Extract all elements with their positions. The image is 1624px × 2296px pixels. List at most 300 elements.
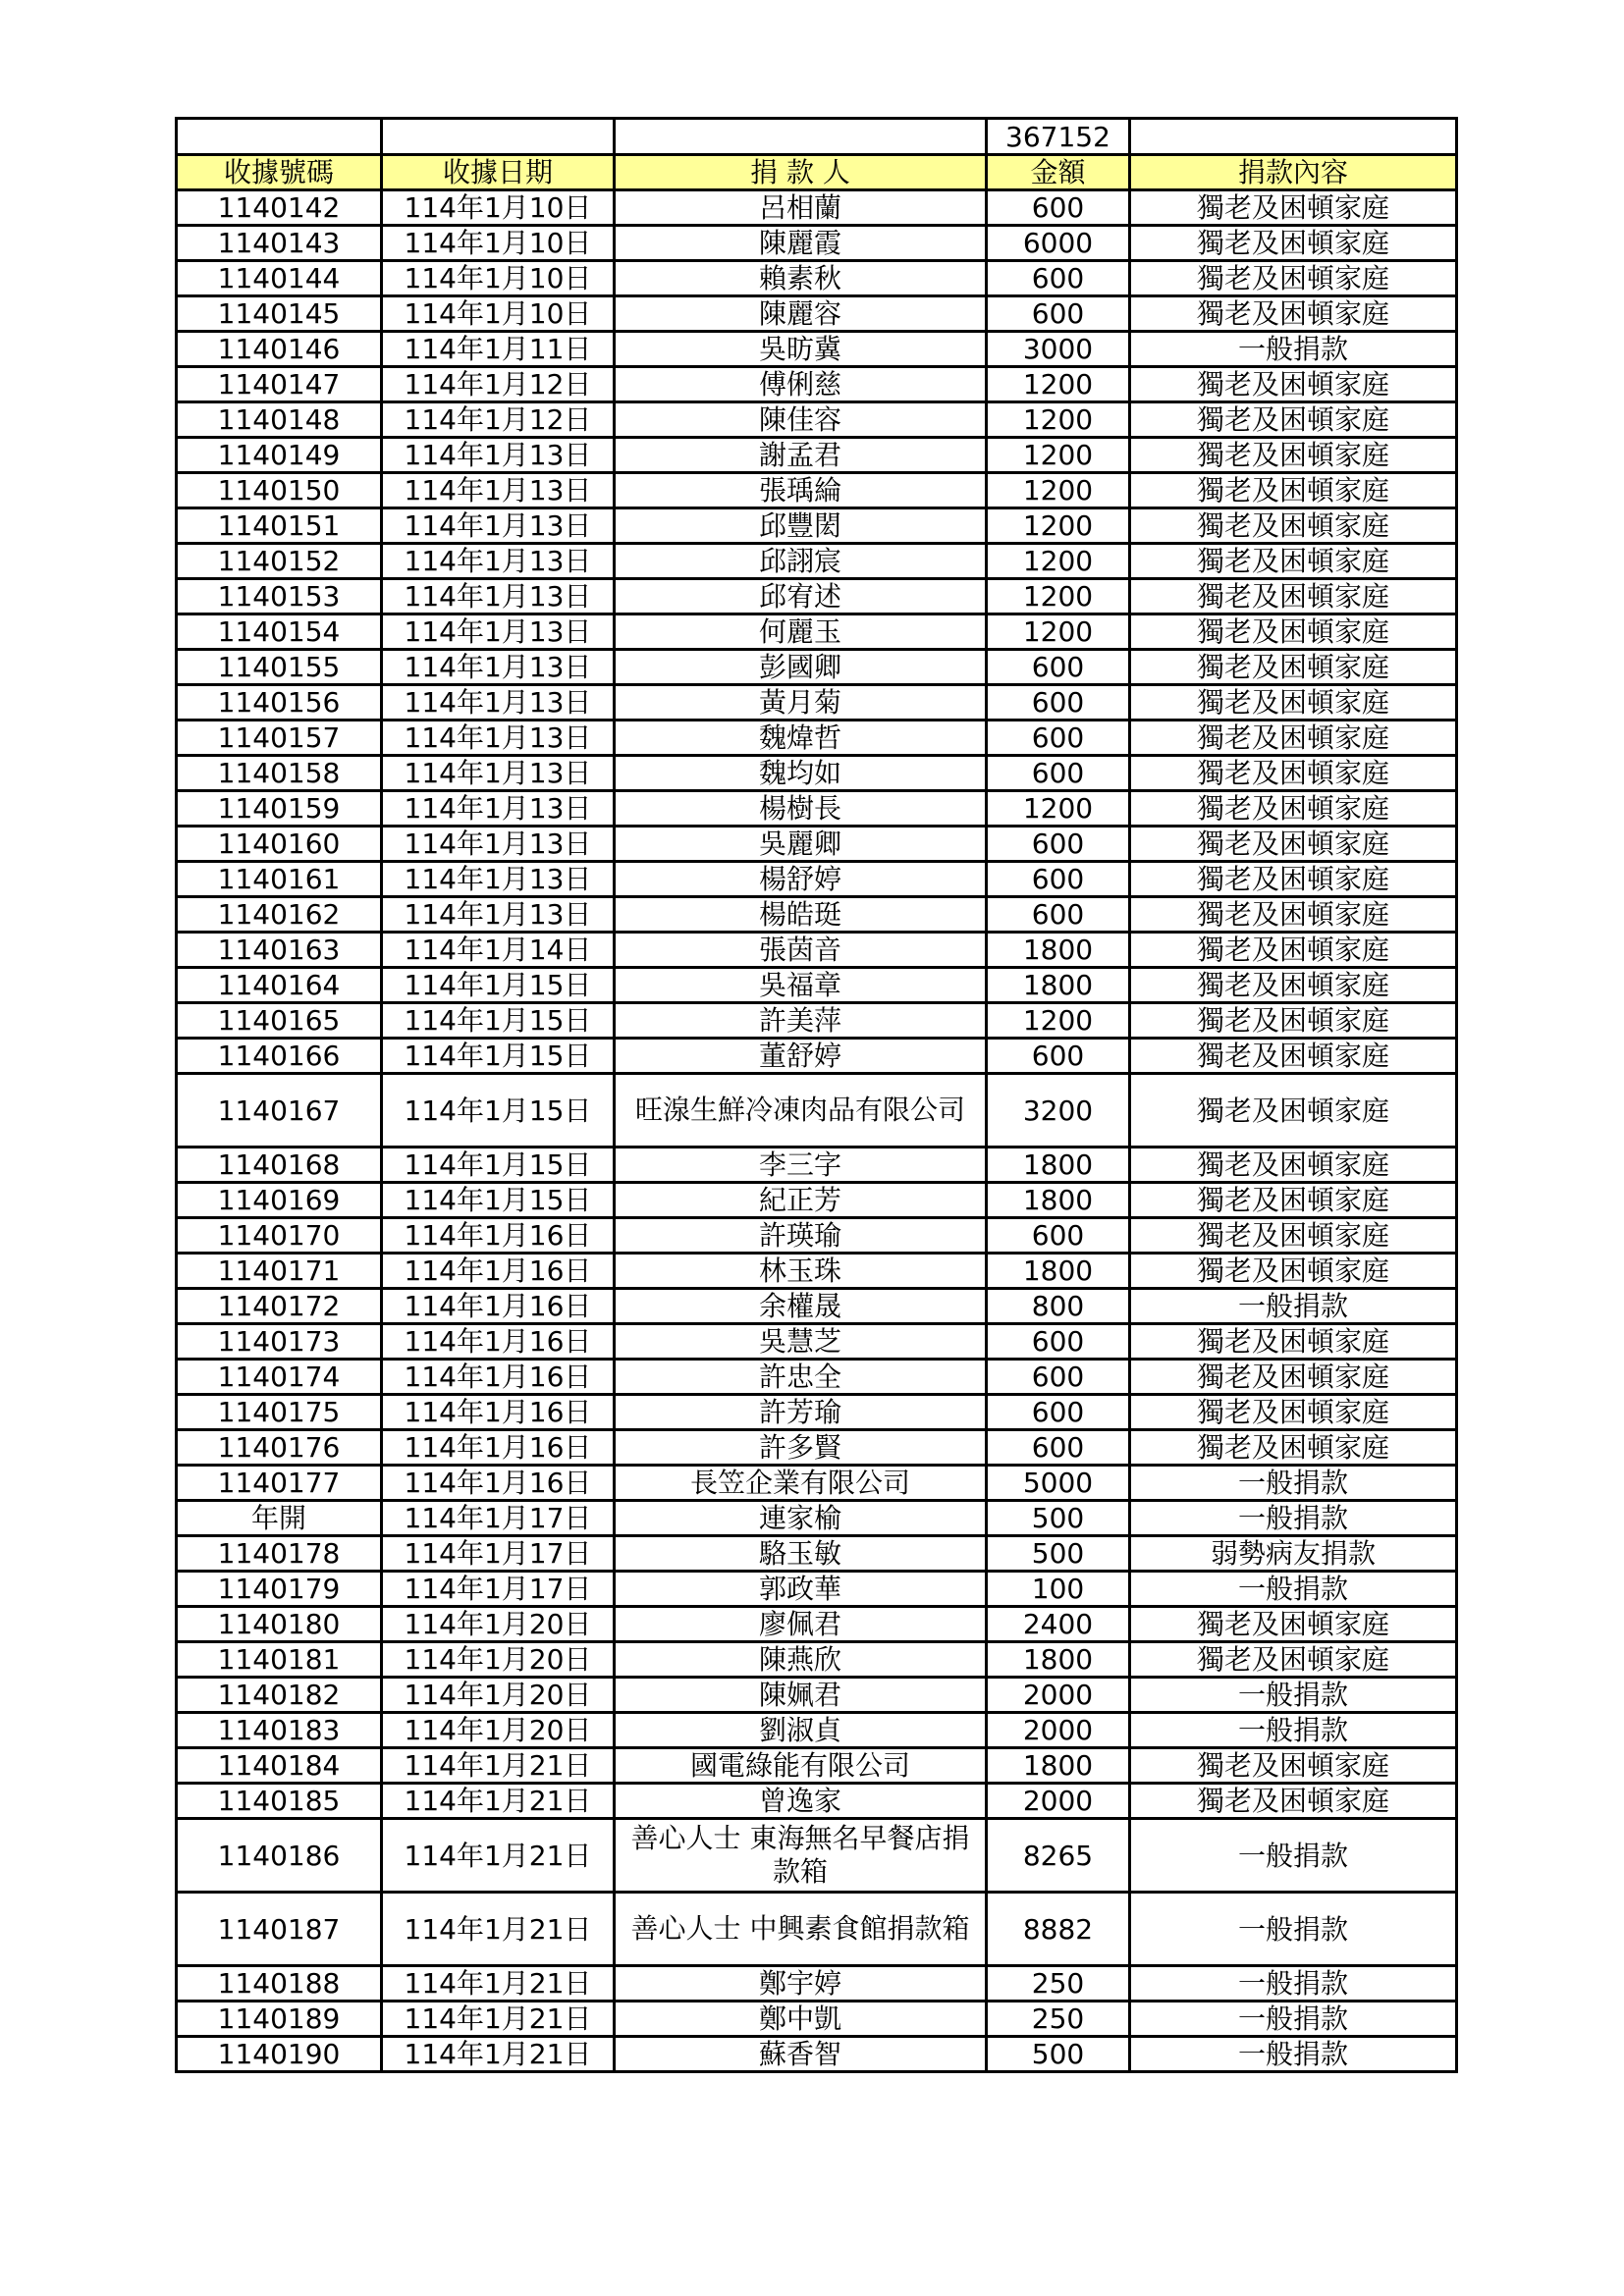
receipt-number-cell: 1140161 [177,862,382,897]
receipt-date-cell: 114年1月13日 [382,650,615,685]
amount-cell: 1200 [987,614,1130,650]
purpose-cell: 獨老及困頓家庭 [1130,1607,1457,1642]
donor-cell: 曾逸家 [615,1784,987,1819]
total-amount: 367152 [987,119,1130,155]
amount-cell: 1800 [987,1148,1130,1183]
donor-cell: 黃月菊 [615,685,987,721]
receipt-date-cell: 114年1月16日 [382,1254,615,1289]
receipt-number-cell: 1140168 [177,1148,382,1183]
table-row [177,190,1457,226]
table-row [177,1893,1457,1966]
receipt-date-cell: 114年1月21日 [382,1819,615,1893]
amount-cell: 600 [987,1039,1130,1074]
receipt-date-cell: 114年1月20日 [382,1642,615,1678]
donor-cell: 張瑀綸 [615,473,987,508]
donor-cell: 陳姵君 [615,1678,987,1713]
receipt-number-cell: 1140167 [177,1074,382,1148]
receipt-date-cell: 114年1月13日 [382,897,615,933]
purpose-cell: 獨老及困頓家庭 [1130,1395,1457,1430]
purpose-cell: 獨老及困頓家庭 [1130,933,1457,968]
purpose-cell: 獨老及困頓家庭 [1130,650,1457,685]
amount-cell: 1200 [987,579,1130,614]
amount-cell: 600 [987,296,1130,332]
table-row [177,614,1457,650]
receipt-number-cell: 1140142 [177,190,382,226]
donation-table [175,117,1458,2073]
header-receipt-date: 收據日期 [382,155,615,190]
receipt-number-cell: 1140160 [177,827,382,862]
header-amount: 金額 [987,155,1130,190]
purpose-cell: 一般捐款 [1130,1572,1457,1607]
purpose-cell: 獨老及困頓家庭 [1130,579,1457,614]
receipt-number-cell: 1140179 [177,1572,382,1607]
receipt-number-cell: 1140180 [177,1607,382,1642]
donor-cell: 張茵音 [615,933,987,968]
total-row-blank-cell [177,119,382,155]
donor-cell: 許芳瑜 [615,1395,987,1430]
receipt-number-cell: 1140178 [177,1536,382,1572]
donor-cell: 陳麗容 [615,296,987,332]
receipt-number-cell: 1140155 [177,650,382,685]
receipt-number-cell: 年開 [177,1501,382,1536]
donor-cell: 劉淑貞 [615,1713,987,1748]
receipt-date-cell: 114年1月21日 [382,1748,615,1784]
purpose-cell: 一般捐款 [1130,2002,1457,2037]
receipt-date-cell: 114年1月15日 [382,968,615,1003]
receipt-number-cell: 1140162 [177,897,382,933]
table-row [177,897,1457,933]
purpose-cell: 獨老及困頓家庭 [1130,685,1457,721]
receipt-date-cell: 114年1月15日 [382,1183,615,1218]
amount-cell: 600 [987,1218,1130,1254]
donor-cell: 鄭中凱 [615,2002,987,2037]
donor-cell: 紀正芳 [615,1183,987,1218]
receipt-date-cell: 114年1月13日 [382,685,615,721]
header-donor: 捐 款 人 [615,155,987,190]
table-row [177,1784,1457,1819]
total-row [177,119,1457,155]
receipt-date-cell: 114年1月16日 [382,1218,615,1254]
donor-cell: 陳麗霞 [615,226,987,261]
table-row [177,438,1457,473]
receipt-number-cell: 1140147 [177,367,382,402]
table-row [177,827,1457,862]
purpose-cell: 獨老及困頓家庭 [1130,721,1457,756]
table-row [177,933,1457,968]
receipt-number-cell: 1140184 [177,1748,382,1784]
receipt-number-cell: 1140152 [177,544,382,579]
table-row [177,1254,1457,1289]
receipt-number-cell: 1140182 [177,1678,382,1713]
donor-cell: 董舒婷 [615,1039,987,1074]
receipt-number-cell: 1140143 [177,226,382,261]
receipt-number-cell: 1140189 [177,2002,382,2037]
table-row [177,1183,1457,1218]
amount-cell: 600 [987,1395,1130,1430]
donor-cell: 吳慧芝 [615,1324,987,1360]
receipt-number-cell: 1140150 [177,473,382,508]
amount-cell: 600 [987,827,1130,862]
table-row [177,1678,1457,1713]
receipt-date-cell: 114年1月13日 [382,791,615,827]
donor-cell: 旺湶生鮮冷凍肉品有限公司 [615,1074,987,1148]
amount-cell: 600 [987,261,1130,296]
table-row [177,1819,1457,1893]
amount-cell: 1800 [987,1183,1130,1218]
receipt-number-cell: 1140144 [177,261,382,296]
receipt-date-cell: 114年1月17日 [382,1572,615,1607]
amount-cell: 6000 [987,226,1130,261]
total-row-blank-cell [382,119,615,155]
purpose-cell: 獨老及困頓家庭 [1130,508,1457,544]
purpose-cell: 一般捐款 [1130,1289,1457,1324]
purpose-cell: 一般捐款 [1130,1819,1457,1893]
purpose-cell: 獨老及困頓家庭 [1130,897,1457,933]
receipt-date-cell: 114年1月16日 [382,1360,615,1395]
table-row [177,756,1457,791]
receipt-date-cell: 114年1月10日 [382,296,615,332]
donor-cell: 李三字 [615,1148,987,1183]
receipt-date-cell: 114年1月16日 [382,1289,615,1324]
receipt-number-cell: 1140148 [177,402,382,438]
amount-cell: 1200 [987,438,1130,473]
donor-cell: 呂相蘭 [615,190,987,226]
receipt-date-cell: 114年1月10日 [382,226,615,261]
receipt-date-cell: 114年1月13日 [382,827,615,862]
donor-cell: 許瑛瑜 [615,1218,987,1254]
table-row [177,1501,1457,1536]
receipt-number-cell: 1140176 [177,1430,382,1466]
receipt-number-cell: 1140188 [177,1966,382,2002]
receipt-number-cell: 1140170 [177,1218,382,1254]
amount-cell: 1800 [987,968,1130,1003]
donor-cell: 長笠企業有限公司 [615,1466,987,1501]
table-row [177,2037,1457,2072]
amount-cell: 100 [987,1572,1130,1607]
table-row [177,1003,1457,1039]
table-row [177,1395,1457,1430]
receipt-date-cell: 114年1月21日 [382,2037,615,2072]
purpose-cell: 獨老及困頓家庭 [1130,791,1457,827]
purpose-cell: 獨老及困頓家庭 [1130,1039,1457,1074]
purpose-cell: 獨老及困頓家庭 [1130,190,1457,226]
receipt-date-cell: 114年1月20日 [382,1678,615,1713]
table-row [177,1218,1457,1254]
receipt-date-cell: 114年1月12日 [382,402,615,438]
purpose-cell: 一般捐款 [1130,1501,1457,1536]
receipt-date-cell: 114年1月13日 [382,614,615,650]
table-row [177,402,1457,438]
total-row-blank-cell [1130,119,1457,155]
table-row [177,473,1457,508]
purpose-cell: 獨老及困頓家庭 [1130,367,1457,402]
receipt-date-cell: 114年1月13日 [382,721,615,756]
receipt-number-cell: 1140165 [177,1003,382,1039]
receipt-number-cell: 1140154 [177,614,382,650]
donor-cell: 邱宥述 [615,579,987,614]
receipt-number-cell: 1140181 [177,1642,382,1678]
receipt-date-cell: 114年1月13日 [382,438,615,473]
receipt-date-cell: 114年1月16日 [382,1324,615,1360]
receipt-number-cell: 1140172 [177,1289,382,1324]
table-row [177,968,1457,1003]
table-row [177,1360,1457,1395]
purpose-cell: 一般捐款 [1130,2037,1457,2072]
purpose-cell: 獨老及困頓家庭 [1130,296,1457,332]
donor-cell: 賴素秋 [615,261,987,296]
amount-cell: 600 [987,1430,1130,1466]
donor-cell: 善心人士 東海無名早餐店捐款箱 [615,1819,987,1893]
amount-cell: 8882 [987,1893,1130,1966]
donor-cell: 許多賢 [615,1430,987,1466]
amount-cell: 600 [987,862,1130,897]
table-row [177,721,1457,756]
donor-cell: 郭政華 [615,1572,987,1607]
amount-cell: 600 [987,685,1130,721]
donor-cell: 魏均如 [615,756,987,791]
receipt-date-cell: 114年1月14日 [382,933,615,968]
table-row [177,1148,1457,1183]
purpose-cell: 獨老及困頓家庭 [1130,862,1457,897]
receipt-date-cell: 114年1月17日 [382,1536,615,1572]
purpose-cell: 獨老及困頓家庭 [1130,1360,1457,1395]
amount-cell: 3000 [987,332,1130,367]
table-row [177,296,1457,332]
receipt-date-cell: 114年1月17日 [382,1501,615,1536]
purpose-cell: 獨老及困頓家庭 [1130,756,1457,791]
receipt-date-cell: 114年1月15日 [382,1148,615,1183]
donor-cell: 許美萍 [615,1003,987,1039]
donor-cell: 楊皓珽 [615,897,987,933]
receipt-number-cell: 1140173 [177,1324,382,1360]
receipt-number-cell: 1140183 [177,1713,382,1748]
receipt-date-cell: 114年1月20日 [382,1713,615,1748]
receipt-number-cell: 1140145 [177,296,382,332]
table-row [177,862,1457,897]
receipt-date-cell: 114年1月16日 [382,1430,615,1466]
amount-cell: 1200 [987,508,1130,544]
table-row [177,1324,1457,1360]
purpose-cell: 獨老及困頓家庭 [1130,1148,1457,1183]
amount-cell: 2000 [987,1784,1130,1819]
receipt-date-cell: 114年1月21日 [382,1893,615,1966]
donor-cell: 蘇香智 [615,2037,987,2072]
receipt-date-cell: 114年1月13日 [382,579,615,614]
amount-cell: 3200 [987,1074,1130,1148]
amount-cell: 600 [987,756,1130,791]
table-row [177,1642,1457,1678]
purpose-cell: 一般捐款 [1130,1966,1457,2002]
receipt-number-cell: 1140159 [177,791,382,827]
table-row [177,791,1457,827]
receipt-number-cell: 1140149 [177,438,382,473]
amount-cell: 1200 [987,402,1130,438]
purpose-cell: 獨老及困頓家庭 [1130,1642,1457,1678]
amount-cell: 1800 [987,1642,1130,1678]
table-row [177,1289,1457,1324]
purpose-cell: 獨老及困頓家庭 [1130,1324,1457,1360]
receipt-date-cell: 114年1月13日 [382,756,615,791]
receipt-date-cell: 114年1月13日 [382,508,615,544]
table-row [177,579,1457,614]
donor-cell: 楊舒婷 [615,862,987,897]
header-purpose: 捐款內容 [1130,155,1457,190]
purpose-cell: 獨老及困頓家庭 [1130,226,1457,261]
purpose-cell: 獨老及困頓家庭 [1130,968,1457,1003]
donor-cell: 廖佩君 [615,1607,987,1642]
table-row [177,1713,1457,1748]
amount-cell: 1200 [987,544,1130,579]
receipt-number-cell: 1140169 [177,1183,382,1218]
donor-cell: 彭國卿 [615,650,987,685]
amount-cell: 250 [987,1966,1130,2002]
donor-cell: 陳燕欣 [615,1642,987,1678]
amount-cell: 1800 [987,933,1130,968]
donor-cell: 陳佳容 [615,402,987,438]
donor-cell: 謝孟君 [615,438,987,473]
receipt-number-cell: 1140158 [177,756,382,791]
purpose-cell: 獨老及困頓家庭 [1130,473,1457,508]
purpose-cell: 獨老及困頓家庭 [1130,1430,1457,1466]
table-row [177,2002,1457,2037]
table-row [177,650,1457,685]
amount-cell: 2000 [987,1678,1130,1713]
receipt-number-cell: 1140157 [177,721,382,756]
receipt-number-cell: 1140190 [177,2037,382,2072]
donor-cell: 駱玉敏 [615,1536,987,1572]
donor-cell: 連家榆 [615,1501,987,1536]
amount-cell: 600 [987,897,1130,933]
purpose-cell: 一般捐款 [1130,1893,1457,1966]
receipt-number-cell: 1140171 [177,1254,382,1289]
receipt-date-cell: 114年1月15日 [382,1003,615,1039]
purpose-cell: 獨老及困頓家庭 [1130,1074,1457,1148]
amount-cell: 500 [987,2037,1130,2072]
receipt-date-cell: 114年1月11日 [382,332,615,367]
purpose-cell: 獨老及困頓家庭 [1130,1003,1457,1039]
amount-cell: 2000 [987,1713,1130,1748]
table-row [177,261,1457,296]
table-row [177,1466,1457,1501]
donor-cell: 吳福章 [615,968,987,1003]
table-row [177,1966,1457,2002]
amount-cell: 1800 [987,1254,1130,1289]
amount-cell: 1200 [987,367,1130,402]
donor-cell: 林玉珠 [615,1254,987,1289]
table-row [177,1074,1457,1148]
receipt-number-cell: 1140153 [177,579,382,614]
purpose-cell: 獨老及困頓家庭 [1130,544,1457,579]
receipt-number-cell: 1140186 [177,1819,382,1893]
donor-cell: 國電綠能有限公司 [615,1748,987,1784]
receipt-number-cell: 1140156 [177,685,382,721]
purpose-cell: 獨老及困頓家庭 [1130,402,1457,438]
table-row [177,1748,1457,1784]
donor-cell: 許忠全 [615,1360,987,1395]
table-row [177,1430,1457,1466]
receipt-date-cell: 114年1月16日 [382,1466,615,1501]
receipt-date-cell: 114年1月13日 [382,862,615,897]
donor-cell: 善心人士 中興素食館捐款箱 [615,1893,987,1966]
donor-cell: 楊樹長 [615,791,987,827]
table-row [177,1607,1457,1642]
purpose-cell: 獨老及困頓家庭 [1130,614,1457,650]
donor-cell: 吳昉冀 [615,332,987,367]
header-receipt-number: 收據號碼 [177,155,382,190]
receipt-number-cell: 1140146 [177,332,382,367]
amount-cell: 600 [987,650,1130,685]
amount-cell: 600 [987,1324,1130,1360]
purpose-cell: 一般捐款 [1130,1466,1457,1501]
amount-cell: 8265 [987,1819,1130,1893]
purpose-cell: 獨老及困頓家庭 [1130,1183,1457,1218]
table-row [177,332,1457,367]
receipt-date-cell: 114年1月16日 [382,1395,615,1430]
amount-cell: 600 [987,190,1130,226]
purpose-cell: 獨老及困頓家庭 [1130,1748,1457,1784]
donation-table-body [177,119,1457,2072]
purpose-cell: 獨老及困頓家庭 [1130,261,1457,296]
table-row [177,367,1457,402]
donor-cell: 鄭宇婷 [615,1966,987,2002]
table-row [177,1039,1457,1074]
donor-cell: 何麗玉 [615,614,987,650]
donor-cell: 余權晟 [615,1289,987,1324]
purpose-cell: 弱勢病友捐款 [1130,1536,1457,1572]
receipt-number-cell: 1140151 [177,508,382,544]
receipt-number-cell: 1140166 [177,1039,382,1074]
amount-cell: 1200 [987,473,1130,508]
amount-cell: 500 [987,1501,1130,1536]
donor-cell: 吳麗卿 [615,827,987,862]
receipt-number-cell: 1140175 [177,1395,382,1430]
receipt-date-cell: 114年1月15日 [382,1074,615,1148]
purpose-cell: 獨老及困頓家庭 [1130,827,1457,862]
table-row [177,226,1457,261]
receipt-date-cell: 114年1月21日 [382,2002,615,2037]
amount-cell: 5000 [987,1466,1130,1501]
purpose-cell: 一般捐款 [1130,1678,1457,1713]
header-row [177,155,1457,190]
purpose-cell: 獨老及困頓家庭 [1130,1784,1457,1819]
receipt-date-cell: 114年1月10日 [382,190,615,226]
receipt-date-cell: 114年1月21日 [382,1966,615,2002]
table-row [177,544,1457,579]
amount-cell: 600 [987,1360,1130,1395]
receipt-date-cell: 114年1月21日 [382,1784,615,1819]
receipt-date-cell: 114年1月10日 [382,261,615,296]
donor-cell: 邱豐閎 [615,508,987,544]
purpose-cell: 獨老及困頓家庭 [1130,438,1457,473]
receipt-number-cell: 1140164 [177,968,382,1003]
receipt-date-cell: 114年1月13日 [382,473,615,508]
receipt-number-cell: 1140163 [177,933,382,968]
amount-cell: 1200 [987,1003,1130,1039]
receipt-number-cell: 1140174 [177,1360,382,1395]
receipt-number-cell: 1140187 [177,1893,382,1966]
purpose-cell: 一般捐款 [1130,332,1457,367]
total-row-blank-cell [615,119,987,155]
amount-cell: 500 [987,1536,1130,1572]
purpose-cell: 一般捐款 [1130,1713,1457,1748]
receipt-date-cell: 114年1月20日 [382,1607,615,1642]
donor-cell: 邱詡宸 [615,544,987,579]
receipt-date-cell: 114年1月13日 [382,544,615,579]
receipt-date-cell: 114年1月12日 [382,367,615,402]
amount-cell: 250 [987,2002,1130,2037]
table-row [177,1536,1457,1572]
table-row [177,685,1457,721]
